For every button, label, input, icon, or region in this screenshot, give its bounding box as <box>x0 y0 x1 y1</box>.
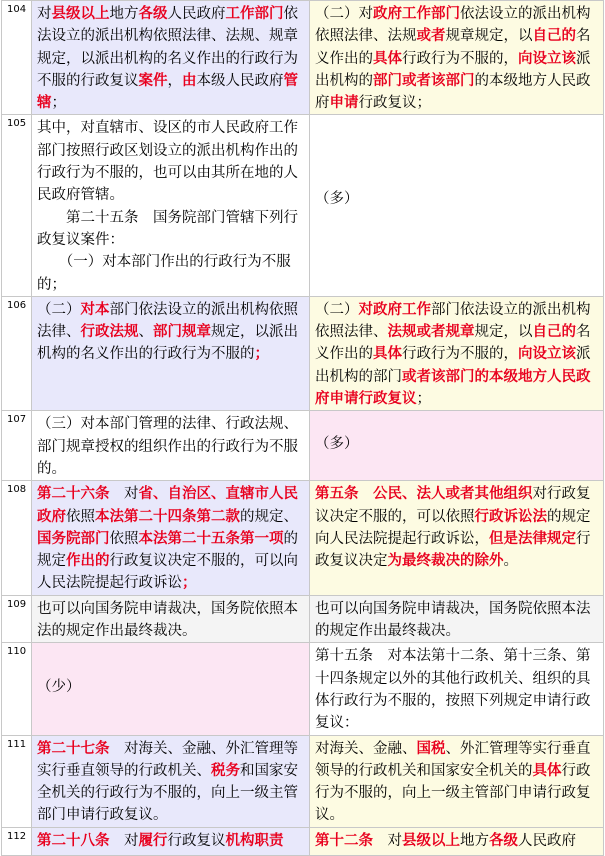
text-segment: 行政行为不服的，向上一级主管部门申请行政复议。 <box>315 762 591 824</box>
text-segment: 和国家安全机关的行政行为不服的，向上一级主管部门申请行政复议。 <box>37 762 298 824</box>
changed-text: 县级以上 <box>402 832 460 849</box>
text-segment: 对 <box>109 486 139 503</box>
old-law-cell <box>310 1 604 115</box>
changed-text: 第十二条 <box>315 832 373 849</box>
table-row <box>2 411 604 481</box>
text-segment: 地方 <box>460 832 489 849</box>
changed-text: 对本 <box>80 301 110 318</box>
row-number: 106 <box>2 296 32 410</box>
table-row <box>2 735 604 827</box>
changed-text: 对政府工作 <box>358 301 431 318</box>
text-segment: 名义作出的 <box>315 28 591 67</box>
text-segment <box>359 486 374 502</box>
changed-text: 国税 <box>416 740 446 757</box>
old-law-cell <box>310 827 604 855</box>
text-segment: 行政行为不服的， <box>402 346 518 363</box>
text-segment: 规定，以 <box>474 324 533 341</box>
text-segment: （二） <box>37 301 81 318</box>
text-segment: ； <box>416 391 431 408</box>
text-segment: 的本级地方人民政府 <box>315 72 591 112</box>
changed-text: 或者该部门的本级地方人民政府申请行政复议 <box>315 368 591 408</box>
changed-text: ； <box>254 346 269 363</box>
new-law-cell <box>32 481 310 595</box>
old-law-cell <box>310 296 604 410</box>
table-row <box>2 595 604 643</box>
changed-text: 县级以上 <box>51 6 110 22</box>
text-segment: 的规定、 <box>240 508 298 525</box>
changed-text: 本法第二十四条第二款 <box>95 508 240 525</box>
paragraph: 其中，对直辖市、设区的市人民政府工作部门按照行政区划设立的派出机构作出的行政行为不服的，也可以由其所在地的人民政府管辖。 <box>37 120 298 204</box>
changed-text: 申请 <box>329 95 359 112</box>
new-law-cell: 也可以向国务院申请裁决，国务院依照本法的规定作出最终裁决。 <box>32 595 310 643</box>
changed-text: 行政诉讼法 <box>474 508 547 525</box>
row-number: 111 <box>2 735 32 827</box>
changed-text: 作出的 <box>66 553 110 570</box>
text-segment: 依照 <box>66 508 95 525</box>
changed-text: 各级 <box>489 832 518 849</box>
changed-text: 案件 <box>138 72 168 89</box>
paragraph: 第二十五条 国务院部门管辖下列行政复议案件： <box>37 209 298 248</box>
changed-text: 部门或者该部门 <box>373 72 475 89</box>
text-segment: 行政复议； <box>358 95 431 112</box>
text-segment: 、 <box>138 324 153 341</box>
changed-text: 省、自治区、直辖市人民政府 <box>37 486 298 525</box>
text-segment: 行政复议决定不服的，可以向人民法院提起行政诉讼 <box>37 553 298 592</box>
table-row <box>2 296 604 410</box>
changed-text: 公民、法人或者其他组织 <box>373 486 533 503</box>
changed-text: 自己的 <box>532 28 576 45</box>
text-segment: （二） <box>315 301 359 318</box>
text-segment: 部门依法设立的派出机构依照法律、 <box>315 301 591 341</box>
changed-text: 机构职责 <box>225 832 284 849</box>
text-segment: 对行政复议决定不服的，可以依照 <box>315 486 591 525</box>
text-segment: 对海关、金融、 <box>315 740 417 757</box>
changed-text: 国务院部门 <box>37 530 110 547</box>
text-segment: 规定，以派出机构的名义作出的行政行为不服的 <box>37 324 298 363</box>
text-segment: 名义作出的 <box>315 324 591 363</box>
text-segment: ， <box>167 72 182 89</box>
text-segment: 人民政府 <box>518 832 576 849</box>
old-law-cell <box>310 481 604 595</box>
row-number: 112 <box>2 827 32 855</box>
changed-text: 为最终裁决的除外 <box>387 553 504 570</box>
placeholder-less: （少） <box>37 679 81 696</box>
changed-text: 工作部门 <box>225 6 284 22</box>
table-row <box>2 827 604 855</box>
changed-text: 各级 <box>138 6 168 22</box>
text-segment: 行政行为不服的， <box>402 50 518 67</box>
text-segment: 派出机构的部门 <box>315 346 591 385</box>
row-number: 109 <box>2 595 32 643</box>
changed-text: 具体 <box>373 346 402 363</box>
changed-text: 自己的 <box>532 324 576 341</box>
changed-text: 向设立该 <box>518 50 576 67</box>
text-segment: 行政复议 <box>167 832 226 849</box>
text-segment: 部门依法设立的派出机构依照法律、 <box>37 301 298 341</box>
changed-text: 向设立该 <box>518 346 576 363</box>
changed-text: 第五条 <box>315 486 359 503</box>
changed-text: 第二十七条 <box>37 740 110 757</box>
paragraph: （一）对本部门作出的行政行为不服的； <box>37 254 291 293</box>
text-segment: 的规定向人民法院提起行政诉讼， <box>315 508 591 547</box>
changed-text: 管辖 <box>37 72 298 112</box>
new-law-cell <box>32 296 310 410</box>
table-row <box>2 481 604 595</box>
old-law-cell: 也可以向国务院申请裁决，国务院依照本法的规定作出最终裁决。 <box>310 595 604 643</box>
text-segment: 派出机构的 <box>315 50 591 89</box>
changed-text: 行政法规 <box>80 324 139 341</box>
changed-text: 或者 <box>416 28 446 45</box>
old-law-cell <box>310 411 604 481</box>
text-segment: 对 <box>109 832 139 849</box>
changed-text: 但是法律规定 <box>489 530 576 547</box>
new-law-cell <box>32 115 310 296</box>
table-row <box>2 115 604 296</box>
placeholder-more: （多） <box>315 436 359 453</box>
old-law-cell: 第十五条 对本法第十二条、第十三条、第十四条规定以外的其他行政机关、组织的具体行政行为不服的，按照下列规定申请行政复议： <box>310 643 604 735</box>
comparison-table <box>1 0 604 856</box>
text-segment: 地方 <box>109 6 139 22</box>
changed-text: 第二十八条 <box>37 832 110 849</box>
text-segment: 的规定 <box>37 530 298 570</box>
new-law-cell <box>32 827 310 855</box>
row-number: 105 <box>2 115 32 296</box>
new-law-cell <box>32 643 310 735</box>
text-segment: 规章规定，以 <box>445 28 533 45</box>
text-segment: 本级人民政府 <box>196 72 284 89</box>
text-segment: 对 <box>373 832 402 849</box>
row-number: 108 <box>2 481 32 595</box>
changed-text: 具体 <box>373 50 402 67</box>
text-segment: ； <box>51 95 66 112</box>
row-number: 104 <box>2 1 32 115</box>
old-law-cell <box>310 735 604 827</box>
changed-text: 本法第二十五条第一项 <box>138 530 284 547</box>
new-law-cell <box>32 735 310 827</box>
changed-text: 政府工作部门 <box>373 6 460 22</box>
text-segment: （二）对 <box>315 6 373 22</box>
row-number: 107 <box>2 411 32 481</box>
changed-text: 法规或者规章 <box>387 324 475 341</box>
new-law-cell <box>32 1 310 115</box>
table-row <box>2 643 604 735</box>
row-number: 110 <box>2 643 32 735</box>
old-law-cell <box>310 115 604 296</box>
changed-text: 部门规章 <box>153 324 211 341</box>
new-law-cell: （三）对本部门管理的法律、行政法规、部门规章授权的组织作出的行政行为不服的。 <box>32 411 310 481</box>
text-segment: 人民政府 <box>167 6 226 22</box>
text-segment: 对 <box>37 6 52 22</box>
text-segment: 行政复议决定 <box>315 530 591 570</box>
changed-text: 第二十六条 <box>37 486 110 503</box>
table-row <box>2 1 604 115</box>
changed-text: ； <box>182 575 197 592</box>
changed-text: 履行 <box>138 832 168 849</box>
text-segment: 、外汇管理等实行垂直领导的行政机关和国家安全机关的 <box>315 740 591 779</box>
changed-text: 税务 <box>211 762 240 779</box>
text-segment: 依照 <box>109 530 139 547</box>
text-segment: 依法设立的派出机构依照法律、法规 <box>315 6 591 45</box>
text-segment: 。 <box>503 553 518 570</box>
text-segment: 依法设立的派出机构依照法律、法规、规章规定，以派出机构的名义作出的行政行为不服的行政复议 <box>37 6 298 89</box>
placeholder-more: （多） <box>315 191 359 208</box>
text-segment: 对海关、金融、外汇管理等实行垂直领导的行政机关、 <box>37 740 298 779</box>
changed-text: 由 <box>182 72 197 89</box>
changed-text: 具体 <box>532 762 562 779</box>
